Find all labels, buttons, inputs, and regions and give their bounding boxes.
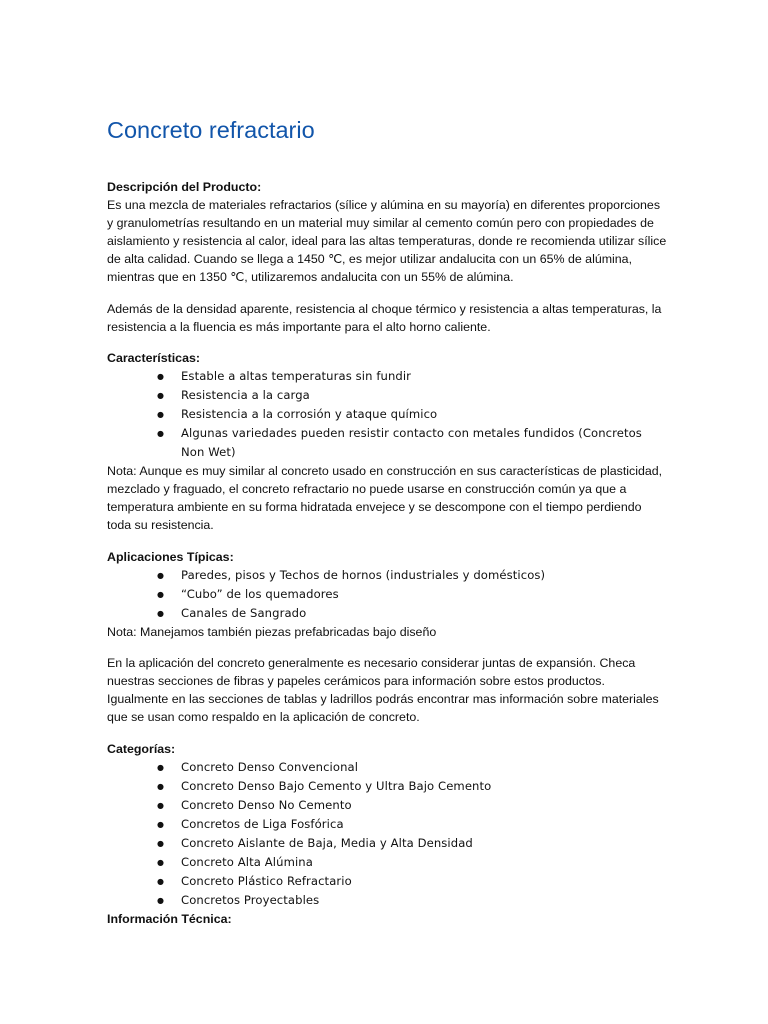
- aplicaciones-heading: Aplicaciones Típicas:: [107, 549, 234, 564]
- bullet-icon: ●: [157, 570, 165, 580]
- list-item: ● Concreto Alta Alúmina: [107, 853, 667, 872]
- list-item: ● Estable a altas temperaturas sin fundir: [107, 367, 667, 386]
- list-item: ● Canales de Sangrado: [107, 604, 667, 623]
- list-item: ● Resistencia a la carga: [107, 386, 667, 405]
- list-item: ● Concreto Plástico Refractario: [107, 872, 667, 891]
- list-item: ● Concretos de Liga Fosfórica: [107, 815, 667, 834]
- list-item: ● Concreto Denso Convencional: [107, 758, 667, 777]
- document-body: [107, 178, 667, 928]
- bullet-icon: ●: [157, 762, 165, 772]
- bullet-icon: ●: [157, 589, 165, 599]
- juntas-paragraph: En la aplicación del concreto generalmente es necesario considerar juntas de expansión. Checa nuestras secciones de fibras y papeles cerámicos para información sobre estos productos. Igualmente en las secciones de tablas y ladrillos podrás encontrar mas información sobre materiales que se usan como respaldo en la aplicación de concreto.: [107, 656, 659, 724]
- descripcion-heading: Descripción del Producto:: [107, 180, 262, 194]
- aplicaciones-list: [107, 566, 667, 623]
- bullet-icon: ●: [157, 429, 165, 438]
- bullet-icon: ●: [157, 857, 165, 867]
- bullet-icon: ●: [157, 800, 165, 810]
- list-item: ● “Cubo” de los quemadores: [107, 585, 667, 604]
- densidad-paragraph: Además de la densidad aparente, resistencia al choque térmico y resistencia a altas temperaturas, la resistencia a la fluencia es más importante para el alto horno caliente.: [107, 301, 662, 334]
- caracteristicas-heading: Características:: [107, 351, 200, 365]
- descripcion-paragraph: Es una mezcla de materiales refractarios (sílice y alúmina en su mayoría) en diferentes proporciones y granulometrías resultando en un material muy similar al cemento común pero con propiedades de aislamiento y resistencia al calor, ideal para las altas temperaturas, donde re recomienda utilizar sílice de alta calidad. Cuando se llega a 1450 ℃, es mejor utilizar andalucita con un 65% de alúmina, mientras que en 1350 ℃, utilizaremos andalucita con un 55% de alúmina.: [107, 198, 667, 284]
- list-item: ● Concreto Aislante de Baja, Media y Alta Densidad: [107, 834, 667, 853]
- aplicaciones-nota: Nota: Manejamos también piezas prefabricadas bajo diseño: [107, 624, 437, 639]
- bullet-icon: ●: [157, 819, 165, 829]
- caracteristicas-nota: Nota: Aunque es muy similar al concreto usado en construcción en sus características de plasticidad, mezclado y fraguado, el concreto refractario no puede usarse en construcción común ya que a temperatura ambiente en su forma hidratada envejece y se descompone con el tiempo perdiendo toda su resistencia.: [107, 464, 663, 532]
- page-title: Concreto refractario: [107, 117, 315, 143]
- bullet-icon: ●: [157, 838, 165, 848]
- bullet-icon: ●: [157, 895, 165, 905]
- bullet-icon: ●: [157, 410, 165, 419]
- list-item: ● Resistencia a la corrosión y ataque químico: [107, 405, 667, 424]
- list-item: ● Concretos Proyectables: [107, 891, 667, 910]
- caracteristicas-list: [107, 367, 667, 462]
- categorias-heading: Categorías:: [107, 741, 176, 756]
- list-item: ● Concreto Denso Bajo Cemento y Ultra Bajo Cemento: [107, 777, 667, 796]
- bullet-icon: ●: [157, 372, 165, 381]
- info-tecnica-heading: Información Técnica:: [107, 911, 232, 926]
- categorias-list: [107, 758, 667, 910]
- list-item: ● Paredes, pisos y Techos de hornos (industriales y domésticos): [107, 566, 667, 585]
- bullet-icon: ●: [157, 391, 165, 400]
- bullet-icon: ●: [157, 608, 165, 618]
- bullet-icon: ●: [157, 876, 165, 886]
- list-item: ● Concreto Denso No Cemento: [107, 796, 667, 815]
- list-item: ● Algunas variedades pueden resistir contacto con metales fundidos (Concretos Non Wet): [157, 426, 642, 459]
- bullet-icon: ●: [157, 781, 165, 791]
